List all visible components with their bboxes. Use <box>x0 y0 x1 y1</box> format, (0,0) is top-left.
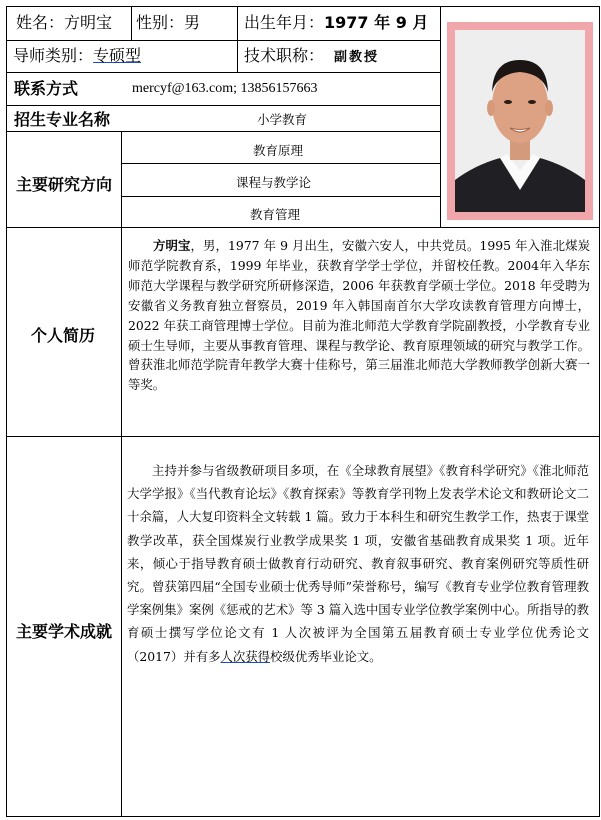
table-border-right <box>599 6 600 817</box>
supervisor-type-field <box>13 48 141 64</box>
name-label: 姓名： <box>16 13 65 32</box>
title-value: 副教授 <box>334 50 380 65</box>
gender-field <box>136 15 200 31</box>
name-field <box>16 15 112 31</box>
contact-label: 联系方式 <box>14 79 79 98</box>
gender-value: 男 <box>184 13 201 32</box>
major-label: 招生专业名称 <box>14 110 111 129</box>
title-field <box>244 48 324 64</box>
table-border-left <box>6 6 7 817</box>
birth-label: 出生年月： <box>244 13 325 32</box>
research-item: 教育管理 <box>250 207 301 222</box>
research-line-1 <box>121 163 440 164</box>
row-line-6 <box>6 436 600 437</box>
table-border-bottom <box>6 816 600 817</box>
name-value: 方明宝 <box>64 13 113 32</box>
row-line-5 <box>6 227 600 228</box>
birth-value: 1977 年 9 月 <box>324 13 429 32</box>
row-line-2 <box>6 72 440 73</box>
achievements-text <box>127 459 589 668</box>
row-line-1 <box>6 40 440 41</box>
supervisor-type-label: 导师类别： <box>13 46 94 65</box>
achievements-tail: 校级优秀毕业论文。 <box>270 648 382 664</box>
research-item: 课程与教学论 <box>236 175 312 190</box>
achievements-label: 主要学术成就 <box>16 622 113 641</box>
contact-value: mercyf@163.com; 13856157663 <box>132 81 318 96</box>
major-value: 小学教育 <box>257 112 308 127</box>
supervisor-type-value: 专硕型 <box>93 46 142 65</box>
profile-photo <box>455 30 585 212</box>
bio-body: ，男，1977 年 9 月出生，安徽六安人，中共党员。1995 年入淮北煤炭师范学院教育系，1999 年毕业，获教育学学士学位，并留校任教。2004年入华东师范大学课程与教学研究所研修深造，2006 年获教育学硕士学位。2018 年受聘为安徽省义务教育独立督察员，2019 年入韩国南首尔大学攻读教育管理方向博士，2022 年获工商管理博士学位。目前为淮北师范大学教育学院副教授，小学教育专业硕士生导师，主要从事教育管理、课程与教学论、教育原理领域的研究与教学工作。曾获淮北师范学院青年教学大赛十佳称号，第三届淮北师范大学教师教学创新大赛一等奖。 <box>128 238 590 393</box>
research-label: 主要研究方向 <box>16 175 113 194</box>
bio-label: 个人简历 <box>31 326 96 345</box>
achievements-underlined: 人次获得 <box>220 648 271 664</box>
birth-field <box>244 15 428 31</box>
achievements-body: 主持并参与省级教研项目多项，在《全球教育展望》《教育科学研究》《淮北师范大学学报》《当代教育论坛》《教育探索》等教育学刊物上发表学术论文和教研论文二十余篇，人大复印资料全文转载 1 篇。致力于本科生和研究生教学工作，热衷于课堂教学改革，获全国煤炭行业教学成果奖 1 项，安徽省基础教育成果奖 1 项。近年来，倾心于指导教育硕士做教育行动研究、教育叙事研究、教育案例研究等质性研究。曾获第四届“全国专业硕士优秀导师”荣誉称号，编写《教育专业学位教育管理教学案例集》案例《惩戒的艺术》等 3 篇入选中国专业学位教学案例中心。所指导的教育硕士撰写学位论文有 1 人次被评为全国第五届教育硕士专业学位优秀论文（2017）并有多 <box>127 463 589 664</box>
research-item: 教育原理 <box>253 143 304 158</box>
title-label: 技术职称： <box>244 46 325 65</box>
gender-label: 性别： <box>136 13 185 32</box>
portrait-image <box>455 30 585 212</box>
col-line-label <box>121 131 122 817</box>
bio-text <box>128 236 590 395</box>
table-border-top <box>6 6 600 7</box>
row-line-3 <box>6 105 440 106</box>
row-line-4 <box>6 131 440 132</box>
bio-name: 方明宝 <box>153 238 191 253</box>
research-line-2 <box>121 196 440 197</box>
col-line-gender <box>237 6 238 72</box>
col-line-name <box>131 6 132 40</box>
col-line-photo <box>440 6 441 227</box>
